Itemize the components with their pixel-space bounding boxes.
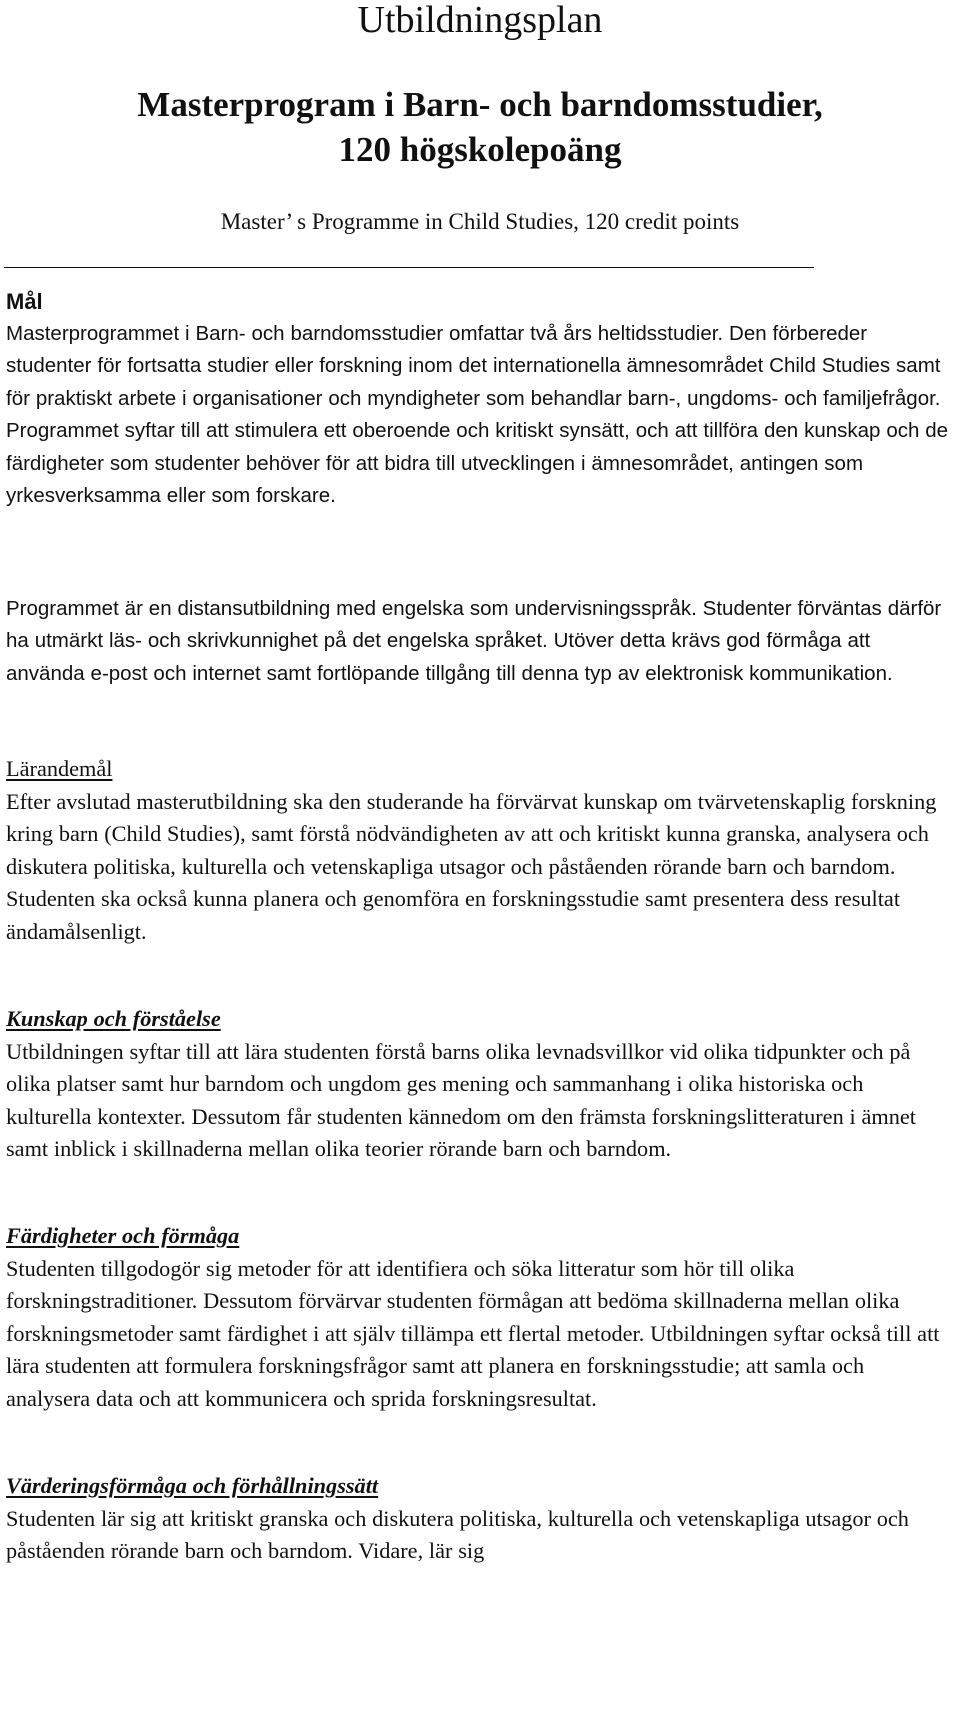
section-heading-varderings: Värderingsförmåga och förhållningssätt [6, 1473, 379, 1498]
larandemal-paragraph: Efter avslutad masterutbildning ska den studerande ha förvärvat kunskap om tvärvetenskaplig forskning kring barn (Child Studies), samt förstå nödvändigheten av att och kritiskt kunna granska, analysera och diskutera politiska, kulturella och vetenskapliga utsagor och påståenden rörande barn och barndom. Studenten ska också kunna planera och genomföra en forskningsstudie samt presentera dess resultat ändamålsenligt. [6, 789, 937, 944]
varderings-paragraph: Studenten lär sig att kritiskt granska och diskutera politiska, kulturella och vetenskapliga utsagor och påståenden rörande barn och barndom. Vidare, lär sig [6, 1506, 909, 1564]
fardigheter-paragraph: Studenten tillgodogör sig metoder för att identifiera och söka litteratur som hör till olika forskningstraditioner. Dessutom förvärvar studenten förmågan att bedöma skillnaderna mellan olika forskningsmetoder samt färdighet i att själv tillämpa ett flertal metoder. Utbildningen syftar också till att lära studenten att formulera forskningsfrågor samt att planera en forskningsstudie; att samla och analysera data och att kommunicera och sprida forskningsresultat. [6, 1256, 940, 1411]
program-title-line1: Masterprogram i Barn- och barndomsstudier, [137, 85, 823, 124]
kunskap-paragraph: Utbildningen syftar till att lära studenten förstå barns olika levnadsvillkor vid olika tidpunkter och på olika platser samt hur barndom och ungdom ges mening och sammanhang i olika historiska och kulturella kontexter. Dessutom får studenten kännedom om den främsta forskningslitteraturen i ämnet samt inblick i skillnaderna mellan olika teorier rörande barn och barndom. [6, 1039, 916, 1162]
english-program-title: Master’ s Programme in Child Studies, 120 credit points [220, 209, 740, 234]
section-heading-kunskap: Kunskap och förståelse [6, 1006, 221, 1031]
section-heading-mal: Mål [6, 289, 43, 314]
program-title-line2: 120 högskolepoäng [338, 130, 622, 169]
mal-paragraph-2: Programmet är en distansutbildning med engelska som undervisningsspråk. Studenter förväntas därför ha utmärkt läs- och skrivkunnighet på det engelska språket. Utöver detta krävs god förmåga att använda e-post och internet samt fortlöpande tillgång till denna typ av elektronisk kommunikation. [6, 597, 942, 685]
document-title: Utbildningsplan [357, 0, 603, 41]
section-heading-fardigheter: Färdigheter och förmåga [6, 1223, 240, 1248]
mal-paragraph-1: Masterprogrammet i Barn- och barndomsstudier omfattar två års heltidsstudier. Den förbereder studenter för fortsatta studier eller forskning inom det internationella ämnesområdet Child Studies samt för praktiskt arbete i organisationer och myndigheter som behandlar barn-, ungdoms- och familjefrågor. Programmet syftar till att stimulera ett oberoende och kritiskt synsätt, och att tillföra den kunskap och de färdigheter som studenter behöver för att bidra till utvecklingen i ämnesområdet, antingen som yrkesverksamma eller som forskare. [6, 322, 949, 508]
horizontal-rule [4, 267, 814, 268]
section-heading-larandemal: Lärandemål [6, 756, 113, 781]
